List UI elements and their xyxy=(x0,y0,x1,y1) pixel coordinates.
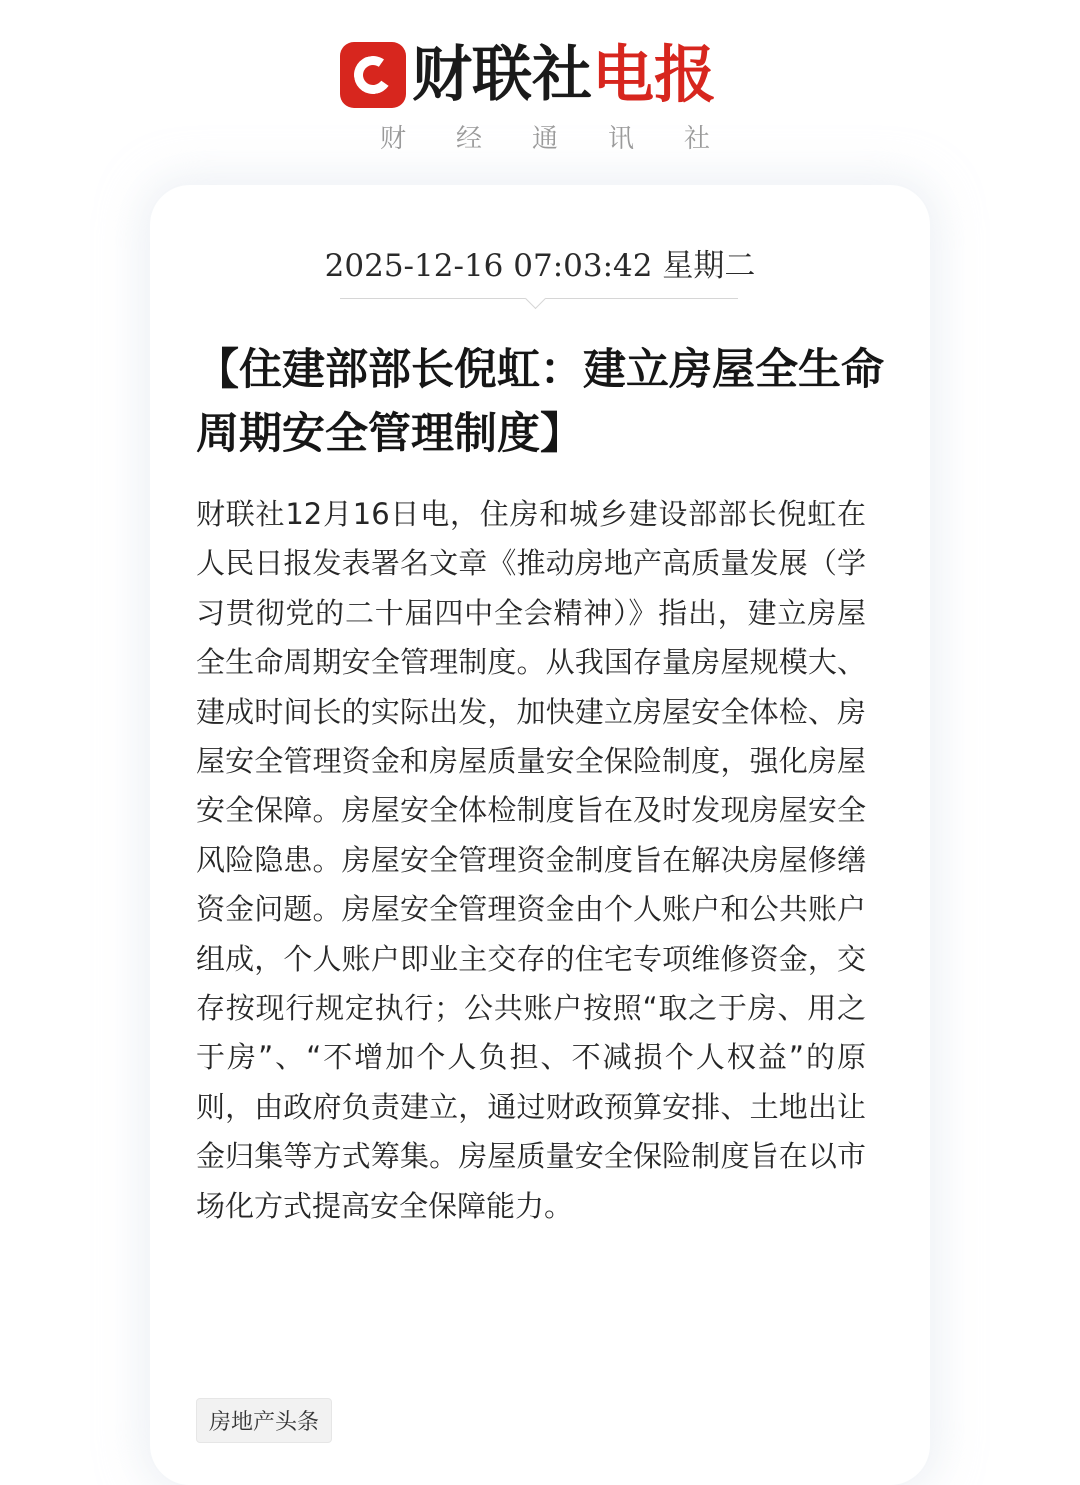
tagline-char: 社 xyxy=(683,124,710,154)
article-headline: 【住建部部长倪虹：建立房屋全生命周期安全管理制度】 xyxy=(196,345,884,459)
cls-logo-icon xyxy=(340,42,406,108)
topic-tag[interactable]: 房地产头条 xyxy=(196,1398,332,1443)
tagline-char: 财 xyxy=(380,124,407,154)
tagline-char: 通 xyxy=(531,124,558,154)
brand-name: 财联社 xyxy=(412,40,592,110)
header xyxy=(0,0,1080,180)
brand-tagline xyxy=(380,118,710,155)
tagline-char: 经 xyxy=(455,124,482,154)
tagline-char: 讯 xyxy=(607,124,634,154)
publish-datetime: 2025-12-16 07:03:42 星期二 xyxy=(324,248,756,284)
brand-logo xyxy=(340,40,716,110)
brand-name-accent: 电报 xyxy=(592,38,717,111)
article-body: 财联社12月16日电，住房和城乡建设部部长倪虹在人民日报发表署名文章《推动房地产高质量发展（学习贯彻党的二十届四中全会精神）》指出，建立房屋全生命周期安全管理制度。从我国存量房屋规模大、建成时间长的实际出发，加快建立房屋安全体检、房屋安全管理资金和房屋质量安全保险制度，强化房屋安全保障。房屋安全体检制度旨在及时发现房屋安全风险隐患。房屋安全管理资金制度旨在解决房屋修缮资金问题。房屋安全管理资金由个人账户和公共账户组成，个人账户即业主交存的住宅专项维修资金，交存按现行规定执行；公共账户按照“取之于房、用之于房”、“不增加个人负担、不减损个人权益”的原则，由政府负责建立，通过财政预算安排、土地出让金归集等方式筹集。房屋质量安全保险制度旨在以市场化方式提高安全保障能力。 xyxy=(196,497,866,1223)
